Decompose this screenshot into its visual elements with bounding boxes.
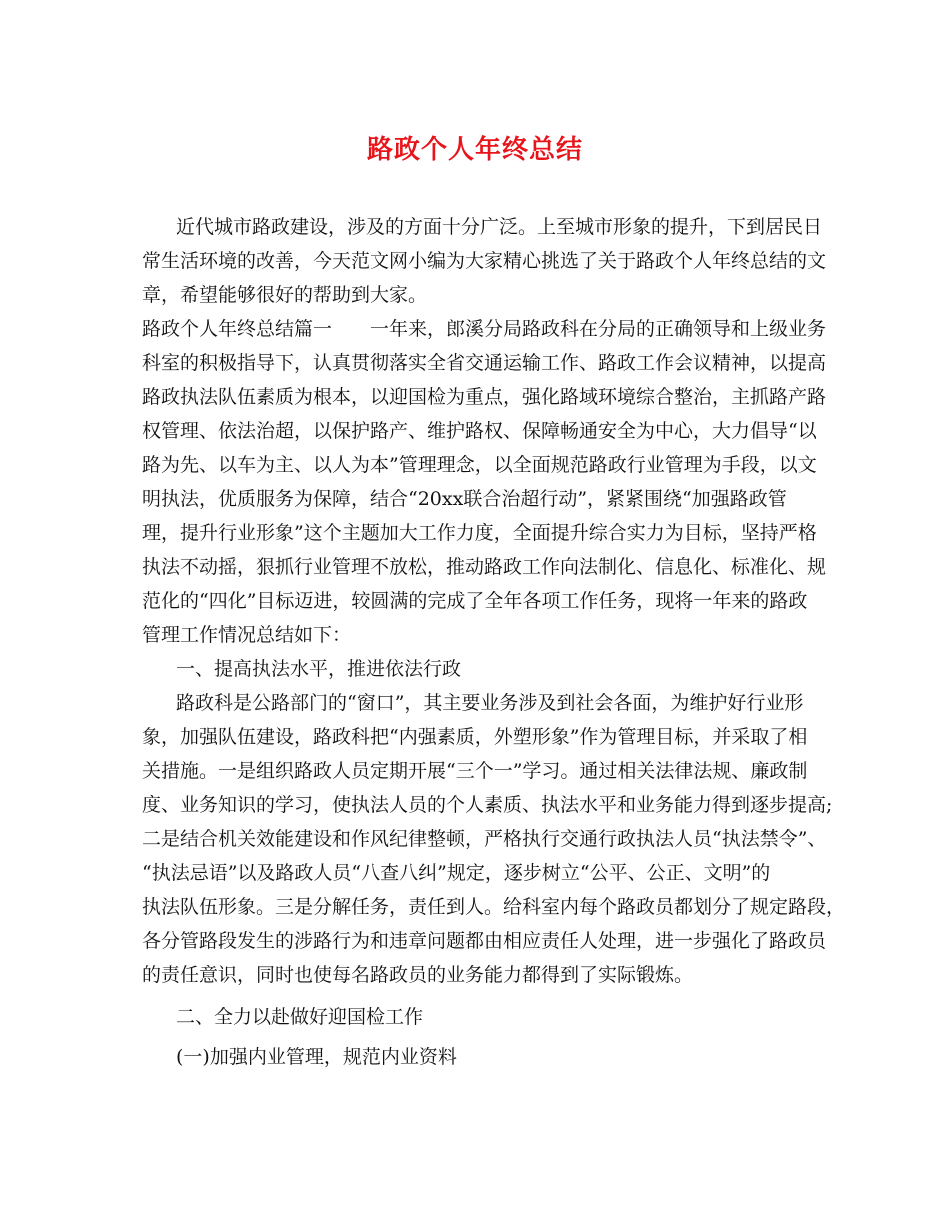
section-heading: 一、提高执法水平，推进依法行政 <box>176 658 462 680</box>
paragraph-line: 科室的积极指导下，认真贯彻落实全省交通运输工作、路政工作会议精神，以提高 <box>142 352 827 374</box>
paragraph-line: 的责任意识，同时也使每名路政员的业务能力都得到了实际锻炼。 <box>142 964 694 986</box>
paragraph-line: 近代城市路政建设，涉及的方面十分广泛。上至城市形象的提升，下到居民日 <box>176 216 823 238</box>
paragraph-line: 路政科是公路部门的“窗口”，其主要业务涉及到社会各面，为维护好行业形 <box>176 692 804 714</box>
paragraph-line: 章，希望能够很好的帮助到大家。 <box>142 284 428 306</box>
paragraph-line: 象，加强队伍建设，路政科把“内强素质，外塑形象”作为管理目标，并采取了相 <box>142 726 808 748</box>
paragraph-line: 路政个人年终总结篇一 一年来，郎溪分局路政科在分局的正确领导和上级业务 <box>142 318 827 340</box>
paragraph-line: 执法不动摇，狠抓行业管理不放松，推动路政工作向法制化、信息化、标准化、规 <box>142 556 827 578</box>
paragraph-line: 各分管路段发生的涉路行为和违章问题都由相应责任人处理，进一步强化了路政员 <box>142 930 827 952</box>
paragraph-line: 权管理、依法治超，以保护路产、维护路权、保障畅通安全为中心，大力倡导“以 <box>142 420 817 442</box>
subsection-heading: (一)加强内业管理，规范内业资料 <box>176 1046 457 1068</box>
paragraph-line: 路为先、以车为主、以人为本”管理理念，以全面规范路政行业管理为手段，以文 <box>142 454 817 476</box>
paragraph-line: 范化的“四化”目标迈进，较圆满的完成了全年各项工作任务，现将一年来的路政 <box>142 590 808 612</box>
paragraph-line: 常生活环境的改善，今天范文网小编为大家精心挑选了关于路政个人年终总结的文 <box>142 250 827 272</box>
paragraph-line: 路政执法队伍素质为根本，以迎国检为重点，强化路域环境综合整治，主抓路产路 <box>142 386 827 408</box>
paragraph-line: 执法队伍形象。三是分解任务，责任到人。给科室内每个路政员都划分了规定路段， <box>142 896 846 918</box>
paragraph-line: 度、业务知识的学习，使执法人员的个人素质、执法水平和业务能力得到逐步提高; <box>142 794 833 816</box>
paragraph-line: 二是结合机关效能建设和作风纪律整顿，严格执行交通行政执法人员“执法禁令”、 <box>142 828 827 850</box>
paragraph-line: 明执法，优质服务为保障，结合“20xx联合治超行动”，紧紧围绕“加强路政管 <box>142 488 787 510</box>
section-heading: 二、全力以赴做好迎国检工作 <box>176 1006 424 1028</box>
paragraph-line: 理，提升行业形象”这个主题加大工作力度，全面提升综合实力为目标，坚持严格 <box>142 522 817 544</box>
paragraph-line: 关措施。一是组织路政人员定期开展“三个一”学习。通过相关法律法规、廉政制 <box>142 760 808 782</box>
paragraph-line: 管理工作情况总结如下： <box>142 624 352 646</box>
document-title: 路政个人年终总结 <box>366 135 583 165</box>
paragraph-line: “执法忌语”以及路政人员“八查八纠”规定，逐步树立“公平、公正、文明”的 <box>142 862 771 884</box>
